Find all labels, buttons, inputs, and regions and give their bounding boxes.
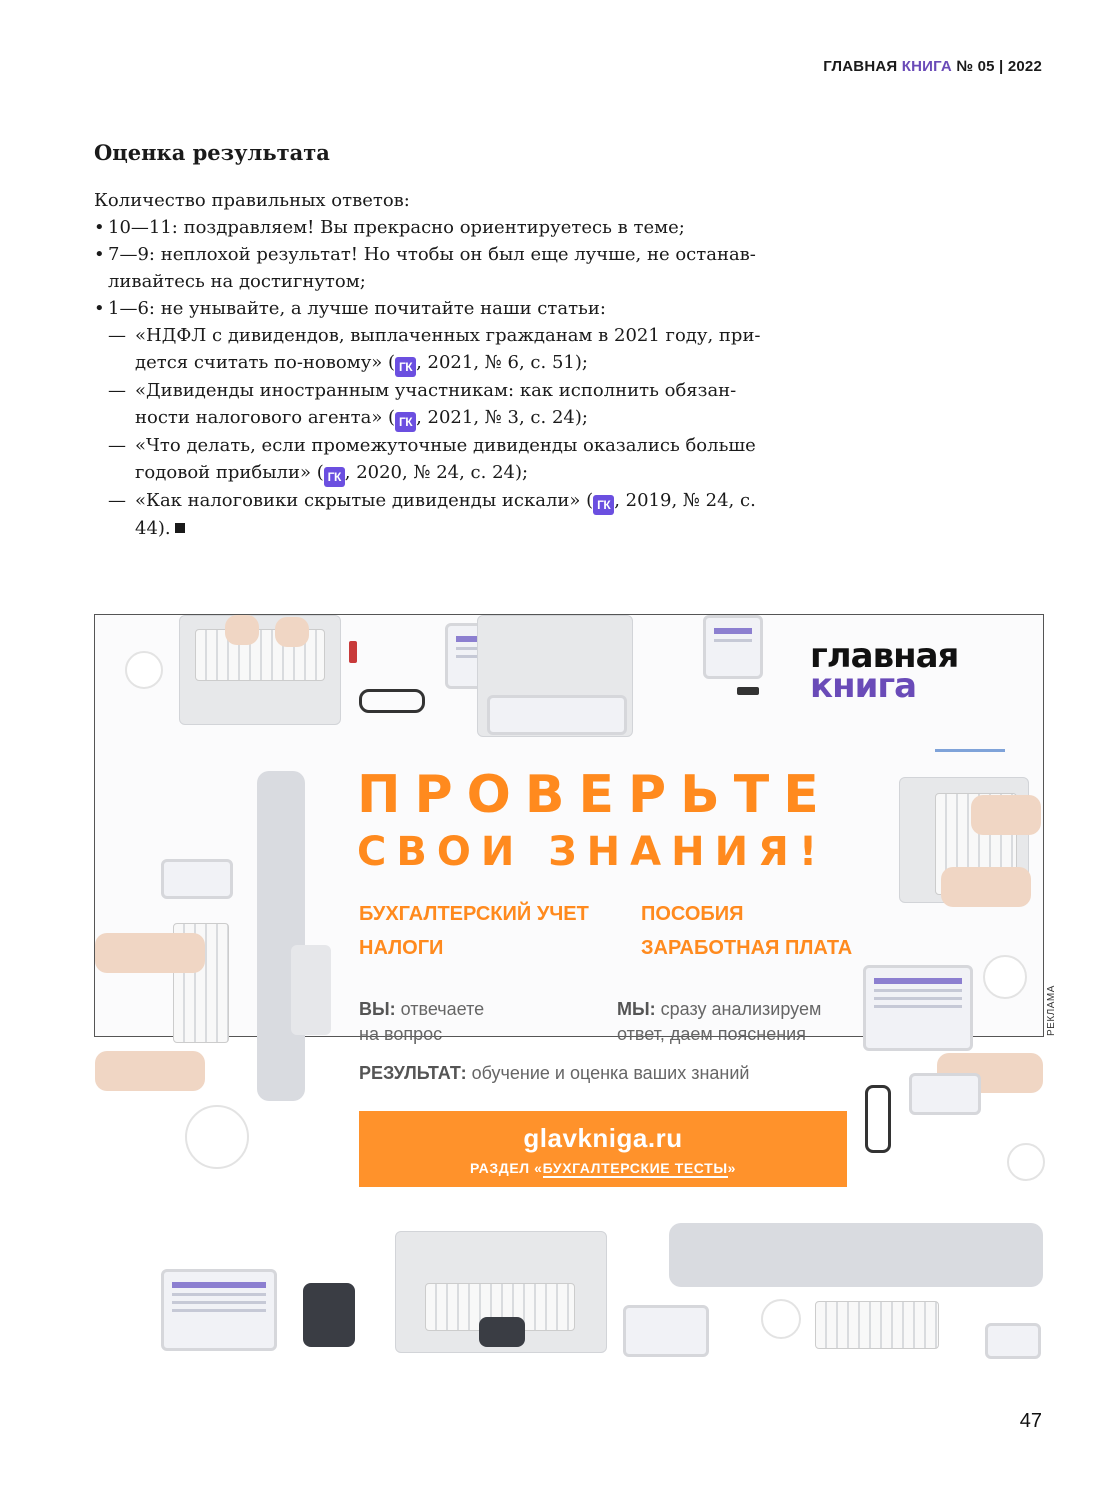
cta-button[interactable] xyxy=(359,1111,847,1187)
phone-image xyxy=(303,1283,355,1347)
ad-we-text xyxy=(617,997,821,1047)
reference-cite: , 2019, № 24, с. 44). xyxy=(135,490,756,539)
ad-result-text xyxy=(359,1061,749,1086)
cta-section xyxy=(359,1160,847,1176)
cup-image xyxy=(1007,1143,1045,1181)
reference-title: «Как налоговики скрытые дивиденды искали» ( xyxy=(135,490,594,511)
result-text: обучение и оценка ваших знаний xyxy=(471,1063,750,1083)
article-section xyxy=(94,140,784,542)
ad-logo-line1: главная xyxy=(810,636,959,676)
advertisement-label: РЕКЛАМА xyxy=(1046,985,1057,1036)
list-item xyxy=(94,214,784,241)
page-number: 47 xyxy=(1019,1410,1042,1432)
reference-cite: , 2020, № 24, с. 24); xyxy=(344,462,529,483)
you-text-line2: на вопрос xyxy=(359,1024,443,1044)
end-mark-icon xyxy=(175,523,185,533)
topic-label: ЗАРАБОТНАЯ ПЛАТА xyxy=(641,937,853,959)
topic-label: ПОСОБИЯ xyxy=(641,903,744,925)
glasses-icon xyxy=(359,689,425,713)
cup-image xyxy=(983,955,1027,999)
monitor-image xyxy=(669,1223,1043,1287)
tablet-image xyxy=(161,1269,277,1351)
laptop-screen-image xyxy=(487,695,627,735)
topic-label: НАЛОГИ xyxy=(359,937,444,959)
cta-section-prefix: РАЗДЕЛ « xyxy=(469,1160,543,1176)
glasses-icon xyxy=(865,1085,891,1153)
header-issue: № 05 | 2022 xyxy=(956,58,1042,75)
cup-image xyxy=(185,1105,249,1169)
we-text-line2: ответ, даем пояснения xyxy=(617,1024,806,1044)
gk-badge-icon: ГК xyxy=(324,467,345,487)
hands-image xyxy=(225,615,259,645)
you-text-line1: отвечаете xyxy=(400,999,485,1019)
gk-badge-icon: ГК xyxy=(395,412,416,432)
usb-drive-icon xyxy=(349,641,357,663)
ad-headline-1: ПРОВЕРЬТЕ xyxy=(357,765,833,825)
reference-item: — «Дивиденды иностранным участникам: как исполнить обязан-ности налогового агента» ( ГК , 2021, № 3, с. 24); xyxy=(108,377,784,432)
reference-cite: , 2021, № 6, с. 51); xyxy=(416,352,588,373)
phone-image xyxy=(161,859,233,899)
we-text-line1: сразу анализируем xyxy=(660,999,822,1019)
cta-section-suffix: » xyxy=(727,1160,737,1176)
gk-badge-icon: ГК xyxy=(593,495,614,515)
list-item xyxy=(94,295,784,542)
monitor-image xyxy=(257,771,305,1101)
phone-image xyxy=(479,1317,525,1347)
list-item xyxy=(94,241,784,295)
reference-item: — «НДФЛ с дивидендов, выплаченных гражданам в 2021 году, при-дется считать по-новому» ( ГК , 2021, № 6, с. 51); xyxy=(108,322,784,377)
tablet-image xyxy=(863,965,973,1051)
reference-item: — «Что делать, если промежуточные дивиденды оказались больше годовой прибыли» ( ГК , 2020, № 24, с. 24); xyxy=(108,432,784,487)
header-brand-part1: ГЛАВНАЯ xyxy=(823,58,898,75)
bullet-text: 10—11: поздравляем! Вы прекрасно ориентируетесь в теме; xyxy=(108,217,685,238)
reference-list xyxy=(108,322,784,542)
bullet-text: 1—6: не унывайте, а лучше почитайте наши статьи: xyxy=(108,298,606,319)
cup-image xyxy=(125,651,163,689)
hands-image xyxy=(95,1051,205,1091)
ad-logo-line2: книга xyxy=(810,666,917,706)
hands-image xyxy=(275,617,309,647)
phone-image xyxy=(985,1323,1041,1359)
hands-image xyxy=(971,795,1041,835)
reference-item: — «Как налоговики скрытые дивиденды искали» ( ГК , 2019, № 24, с. 44). xyxy=(108,490,756,539)
hands-image xyxy=(95,933,205,973)
gk-badge-icon: ГК xyxy=(395,357,416,377)
usb-drive-icon xyxy=(737,687,759,695)
you-label: ВЫ: xyxy=(359,999,396,1019)
bullet-text: 7—9: неплохой результат! Но чтобы он был еще лучше, не останав-ливайтесь на достигнутом; xyxy=(108,244,756,292)
result-label: РЕЗУЛЬТАТ: xyxy=(359,1063,467,1083)
header-brand-part2: КНИГА xyxy=(901,58,952,75)
monitor-stand-image xyxy=(291,945,331,1035)
reference-title: «НДФЛ с дивидендов, выплаченных гражданам в 2021 году, при-дется считать по-новому» ( xyxy=(135,325,761,373)
phone-image xyxy=(909,1073,981,1115)
phone-image xyxy=(703,615,763,679)
section-title: Оценка результата xyxy=(94,140,330,165)
ad-headline-2: СВОИ ЗНАНИЯ! xyxy=(357,829,828,875)
ad-you-text xyxy=(359,997,484,1047)
cta-url[interactable]: glavkniga.ru xyxy=(523,1123,683,1153)
results-list xyxy=(94,214,784,542)
reference-title: «Дивиденды иностранным участникам: как исполнить обязан-ности налогового агента» ( xyxy=(135,380,737,428)
intro-text: Количество правильных ответов: xyxy=(94,190,410,211)
cup-image xyxy=(761,1299,801,1339)
hands-image xyxy=(941,867,1031,907)
tablet-image xyxy=(623,1305,709,1357)
cta-section-name: БУХГАЛТЕРСКИЕ ТЕСТЫ xyxy=(542,1160,728,1176)
topic-label: БУХГАЛТЕРСКИЙ УЧЕТ xyxy=(359,903,589,925)
running-header xyxy=(823,58,1042,75)
advertisement-banner[interactable] xyxy=(94,614,1044,1176)
keyboard-image xyxy=(815,1301,939,1349)
reference-cite: , 2021, № 3, с. 24); xyxy=(416,407,588,428)
pen-icon xyxy=(935,749,1005,752)
reference-title: «Что делать, если промежуточные дивиденды оказались больше годовой прибыли» ( xyxy=(135,435,756,483)
we-label: МЫ: xyxy=(617,999,656,1019)
ad-logo xyxy=(810,636,959,706)
